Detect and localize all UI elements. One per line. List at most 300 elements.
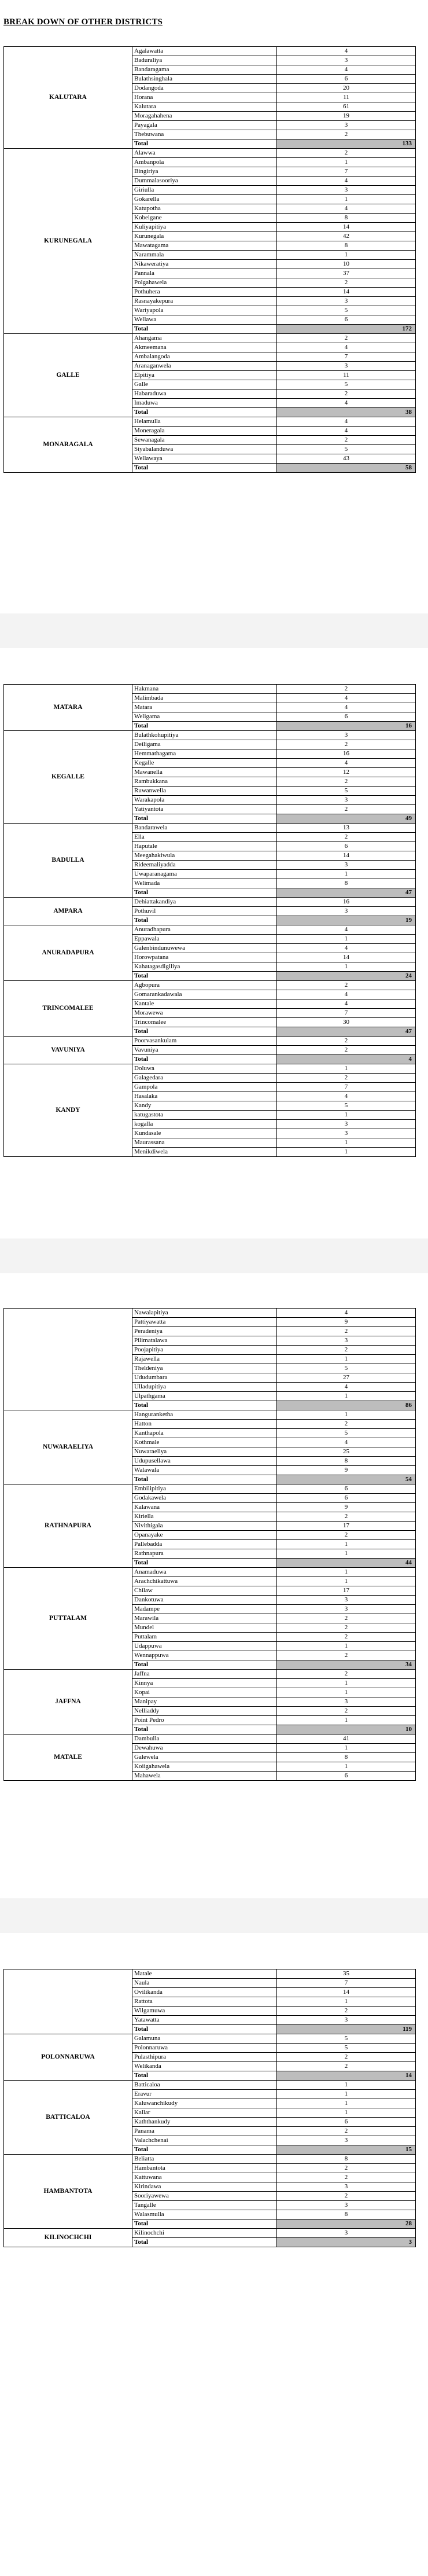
area-count: 3 [277,1120,416,1129]
area-name: Deiligama [132,740,277,749]
area-name: Pattiyawatta [132,1318,277,1327]
area-name: Manipay [132,1697,277,1707]
area-name: Weligama [132,712,277,722]
area-count: 8 [277,879,416,888]
area-name: Welimada [132,879,277,888]
area-count: 3 [277,731,416,740]
area-count: 1 [277,1997,416,2007]
total-value: 19 [277,916,416,925]
area-count: 14 [277,1988,416,1997]
area-name: Udappuwa [132,1642,277,1651]
area-name: Alawwa [132,149,277,158]
area-name: Rideemaliyadda [132,861,277,870]
area-name: Agalawatta [132,47,277,56]
total-value: 24 [277,972,416,981]
area-name: Eppawala [132,935,277,944]
area-name: Habaraduwa [132,389,277,399]
area-name: Menikdiwela [132,1148,277,1157]
district-name: AMPARA [4,898,132,925]
area-name: Pothuvil [132,907,277,916]
area-name: Ovilikanda [132,1988,277,1997]
area-name: Gomarankadawala [132,990,277,999]
area-name: Kuliyapitiya [132,223,277,232]
area-count: 4 [277,427,416,436]
area-name: Opanayake [132,1531,277,1540]
area-name: katugastota [132,1111,277,1120]
area-count: 1 [277,1568,416,1577]
area-count: 4 [277,703,416,712]
area-name: Pannala [132,269,277,278]
area-count: 2 [277,1346,416,1355]
area-name: Trincomalee [132,1018,277,1027]
total-label: Total [132,1475,277,1484]
total-value: 4 [277,1055,416,1064]
area-count: 4 [277,944,416,953]
area-count: 3 [277,1596,416,1605]
area-count: 7 [277,1083,416,1092]
area-count: 4 [277,990,416,999]
area-name: Kaththankudy [132,2118,277,2127]
total-value: 16 [277,722,416,731]
table-row [4,149,416,158]
table-row [4,1309,416,1318]
area-count: 2 [277,278,416,288]
district-name: TRINCOMALEE [4,981,132,1037]
area-count: 7 [277,352,416,362]
total-value: 58 [277,464,416,473]
table-row [4,1568,416,1577]
area-count: 6 [277,842,416,851]
area-name: Peradeniya [132,1327,277,1336]
area-name: Sewanagala [132,436,277,445]
area-name: Matara [132,703,277,712]
area-count: 4 [277,1092,416,1101]
area-name: Pothuhera [132,288,277,297]
total-value: 47 [277,1027,416,1037]
district-name: POLONNARUWA [4,2034,132,2081]
area-count: 5 [277,445,416,454]
area-name: Gokarella [132,195,277,204]
table-row [4,824,416,833]
area-count: 2 [277,2173,416,2182]
area-count: 1 [277,1138,416,1148]
area-name: Malimbada [132,694,277,703]
area-name: Rasnayakepura [132,297,277,306]
area-count: 2 [277,1037,416,1046]
area-count: 4 [277,47,416,56]
area-name: Tangalle [132,2201,277,2210]
area-name: Moragahahena [132,112,277,121]
area-name: Kandy [132,1101,277,1111]
area-count: 2 [277,2053,416,2062]
district-breakdown-table [3,1969,416,2247]
table-row [4,1735,416,1744]
area-name: Bingiriya [132,167,277,177]
area-count: 2 [277,1531,416,1540]
total-value: 15 [277,2145,416,2155]
area-name: Baduraliya [132,56,277,65]
area-name: Kobeigane [132,214,277,223]
table-row [4,2034,416,2044]
district-name: PUTTALAM [4,1568,132,1670]
area-count: 2 [277,1074,416,1083]
area-name: Ahangama [132,334,277,343]
area-count: 14 [277,851,416,861]
area-count: 1 [277,2090,416,2099]
area-name: Maurassana [132,1138,277,1148]
area-count: 2 [277,2062,416,2071]
total-value: 3 [277,2238,416,2247]
table-row [4,1410,416,1420]
area-name: Kiriella [132,1512,277,1522]
area-name: Kopai [132,1688,277,1697]
total-label: Total [132,888,277,898]
area-count: 1 [277,935,416,944]
area-count: 1 [277,158,416,167]
area-count: 9 [277,1503,416,1512]
area-count: 3 [277,56,416,65]
district-name [4,1969,132,2034]
area-count: 6 [277,1484,416,1494]
district-name: BADULLA [4,824,132,898]
area-count: 1 [277,1111,416,1120]
area-name: Walawala [132,1466,277,1475]
area-count: 8 [277,1753,416,1762]
total-label: Total [132,1401,277,1410]
area-name: Helamulla [132,417,277,427]
table-row [4,417,416,427]
area-count: 1 [277,1642,416,1651]
area-name: Jaffna [132,1670,277,1679]
area-name: Ulpathgama [132,1392,277,1401]
area-count: 1 [277,195,416,204]
area-count: 4 [277,1383,416,1392]
area-count: 10 [277,260,416,269]
area-name: Naula [132,1979,277,1988]
area-count: 30 [277,1018,416,1027]
area-name: Walasmulla [132,2210,277,2219]
area-name: Point Pedro [132,1716,277,1725]
total-label: Total [132,1559,277,1568]
district-breakdown-table [3,684,416,1157]
area-name: Kegalle [132,759,277,768]
area-name: Siyabalanduwa [132,445,277,454]
area-name: Bulathkohupitiya [132,731,277,740]
area-count: 19 [277,112,416,121]
district-name [4,1309,132,1410]
area-count: 1 [277,2081,416,2090]
area-name: Katupotha [132,204,277,214]
area-name: Kalutara [132,102,277,112]
table-row [4,2229,416,2238]
area-name: Rattota [132,1997,277,2007]
area-name: Nivithigala [132,1522,277,1531]
area-name: Udupusellawa [132,1457,277,1466]
table-row [4,334,416,343]
area-count: 14 [277,288,416,297]
area-name: Bulathsinghala [132,75,277,84]
area-name: Kantale [132,999,277,1009]
area-name: Doluwa [132,1064,277,1074]
area-count: 2 [277,777,416,787]
district-name: HAMBANTOTA [4,2155,132,2229]
area-count: 20 [277,84,416,93]
area-count: 3 [277,362,416,371]
area-count: 2 [277,2007,416,2016]
area-count: 4 [277,65,416,75]
area-count: 6 [277,1494,416,1503]
area-count: 3 [277,297,416,306]
area-name: Puttalam [132,1633,277,1642]
area-count: 27 [277,1373,416,1383]
total-label: Total [132,2238,277,2247]
area-count: 2 [277,2127,416,2136]
area-count: 2 [277,1420,416,1429]
area-count: 1 [277,870,416,879]
table-row [4,1969,416,1979]
area-name: Batticaloa [132,2081,277,2090]
area-name: Hanguranketha [132,1410,277,1420]
area-name: Ambalangoda [132,352,277,362]
area-name: Matale [132,1969,277,1979]
total-label: Total [132,464,277,473]
area-count: 4 [277,759,416,768]
total-label: Total [132,1725,277,1735]
area-count: 2 [277,1670,416,1679]
area-name: Kundasale [132,1129,277,1138]
area-name: Kothmale [132,1438,277,1447]
area-name: Pallebadda [132,1540,277,1549]
area-name: Ulladupitiya [132,1383,277,1392]
district-name: VAVUNIYA [4,1037,132,1064]
area-count: 3 [277,1129,416,1138]
area-name: Uwaparanagama [132,870,277,879]
total-value: 14 [277,2071,416,2081]
total-label: Total [132,1660,277,1670]
area-count: 2 [277,1633,416,1642]
area-count: 6 [277,75,416,84]
area-count: 1 [277,1392,416,1401]
area-count: 2 [277,1046,416,1055]
area-count: 2 [277,334,416,343]
area-count: 9 [277,1318,416,1327]
district-name: BATTICALOA [4,2081,132,2155]
area-count: 6 [277,315,416,325]
area-name: Dewahuwa [132,1744,277,1753]
area-count: 4 [277,177,416,186]
total-label: Total [132,325,277,334]
area-name: Hambantota [132,2164,277,2173]
area-count: 6 [277,1772,416,1781]
area-name: Galewela [132,1753,277,1762]
area-name: Theldeniya [132,1364,277,1373]
district-breakdown-table [3,1308,416,1781]
total-label: Total [132,2025,277,2034]
area-name: Akmeemana [132,343,277,352]
area-count: 1 [277,1410,416,1420]
district-name: GALLE [4,334,132,417]
area-count: 1 [277,1762,416,1772]
area-count: 8 [277,241,416,251]
total-label: Total [132,814,277,824]
area-name: Anamaduwa [132,1568,277,1577]
area-name: Vavuniya [132,1046,277,1055]
area-count: 4 [277,343,416,352]
area-name: Kalawana [132,1503,277,1512]
area-name: Imaduwa [132,399,277,408]
area-count: 2 [277,740,416,749]
area-count: 3 [277,186,416,195]
area-name: Nawalapitiya [132,1309,277,1318]
area-name: Rambukkana [132,777,277,787]
area-name: Ambanpola [132,158,277,167]
district-name: KILINOCHCHI [4,2229,132,2247]
area-name: Mawanella [132,768,277,777]
total-label: Total [132,2145,277,2155]
area-name: Galagedara [132,1074,277,1083]
area-count: 2 [277,149,416,158]
area-name: Narammala [132,251,277,260]
area-name: Moneragala [132,427,277,436]
area-name: Godakawela [132,1494,277,1503]
area-count: 1 [277,1688,416,1697]
area-name: Kirindawa [132,2182,277,2192]
area-name: Payagala [132,121,277,130]
area-name: Giriulla [132,186,277,195]
total-value: 119 [277,2025,416,2034]
area-count: 1 [277,1716,416,1725]
area-count: 2 [277,1512,416,1522]
table-row [4,925,416,935]
area-count: 4 [277,1309,416,1318]
table-row [4,1037,416,1046]
area-count: 1 [277,1744,416,1753]
area-name: Poorvasankulam [132,1037,277,1046]
area-name: Kurunegala [132,232,277,241]
area-name: Nelliaddy [132,1707,277,1716]
area-count: 1 [277,1549,416,1559]
total-value: 28 [277,2219,416,2229]
area-count: 4 [277,204,416,214]
district-name: MATARA [4,685,132,731]
area-name: Embilipitiya [132,1484,277,1494]
area-count: 2 [277,1614,416,1623]
area-count: 7 [277,1979,416,1988]
area-count: 2 [277,389,416,399]
area-name: Chilaw [132,1586,277,1596]
area-name: Dodangoda [132,84,277,93]
area-name: Mundel [132,1623,277,1633]
district-breakdown-table [3,46,416,473]
area-name: Rajawella [132,1355,277,1364]
area-name: Ella [132,833,277,842]
area-count: 3 [277,2016,416,2025]
area-name: Elpitiya [132,371,277,380]
area-name: Ududumbara [132,1373,277,1383]
area-count: 2 [277,1327,416,1336]
table-row [4,2081,416,2090]
area-count: 3 [277,1697,416,1707]
district-name: NUWARAELIYA [4,1410,132,1484]
area-count: 14 [277,953,416,962]
area-name: Wariyapola [132,306,277,315]
total-value: 38 [277,408,416,417]
district-name: KANDY [4,1064,132,1157]
area-count: 5 [277,2044,416,2053]
area-name: Mawatagama [132,241,277,251]
area-name: Horowpatana [132,953,277,962]
area-name: Anuradhapura [132,925,277,935]
area-count: 16 [277,749,416,759]
area-name: Madampe [132,1605,277,1614]
page-title: BREAK DOWN OF OTHER DISTRICTS [3,17,163,27]
district-name: MATALE [4,1735,132,1781]
area-name: Hemmathagama [132,749,277,759]
area-count: 8 [277,2210,416,2219]
area-name: Kilinochchi [132,2229,277,2238]
area-name: Kanthapola [132,1429,277,1438]
area-name: Wellawa [132,315,277,325]
total-value: 49 [277,814,416,824]
area-count: 35 [277,1969,416,1979]
area-count: 3 [277,1605,416,1614]
table-row [4,1064,416,1074]
area-name: Rathnapura [132,1549,277,1559]
area-count: 2 [277,1623,416,1633]
area-count: 1 [277,2108,416,2118]
area-count: 2 [277,2192,416,2201]
area-count: 3 [277,2136,416,2145]
area-count: 5 [277,380,416,389]
area-count: 5 [277,2034,416,2044]
total-label: Total [132,916,277,925]
area-name: kogalla [132,1120,277,1129]
area-count: 1 [277,1679,416,1688]
area-name: Poojapitiya [132,1346,277,1355]
area-count: 2 [277,436,416,445]
total-value: 172 [277,325,416,334]
area-name: Valachchenai [132,2136,277,2145]
area-name: Yatawatta [132,2016,277,2025]
area-count: 17 [277,1586,416,1596]
area-count: 4 [277,694,416,703]
page-break [0,1239,428,1273]
area-name: Thebuwana [132,130,277,139]
area-name: Kattuwana [132,2173,277,2182]
total-value: 34 [277,1660,416,1670]
area-name: Meegahakiwula [132,851,277,861]
area-count: 2 [277,685,416,694]
area-count: 3 [277,907,416,916]
area-name: Yatiyantota [132,805,277,814]
total-value: 86 [277,1401,416,1410]
area-count: 3 [277,861,416,870]
area-name: Morawewa [132,1009,277,1018]
district-name: ANURADAPURA [4,925,132,981]
total-label: Total [132,1027,277,1037]
area-count: 3 [277,796,416,805]
area-count: 4 [277,999,416,1009]
area-name: Pilimatalawa [132,1336,277,1346]
area-name: Eravur [132,2090,277,2099]
total-value: 47 [277,888,416,898]
area-count: 8 [277,1457,416,1466]
area-count: 1 [277,2099,416,2108]
total-label: Total [132,139,277,149]
area-name: Marawila [132,1614,277,1623]
area-name: Ruwanwella [132,787,277,796]
table-row [4,981,416,990]
